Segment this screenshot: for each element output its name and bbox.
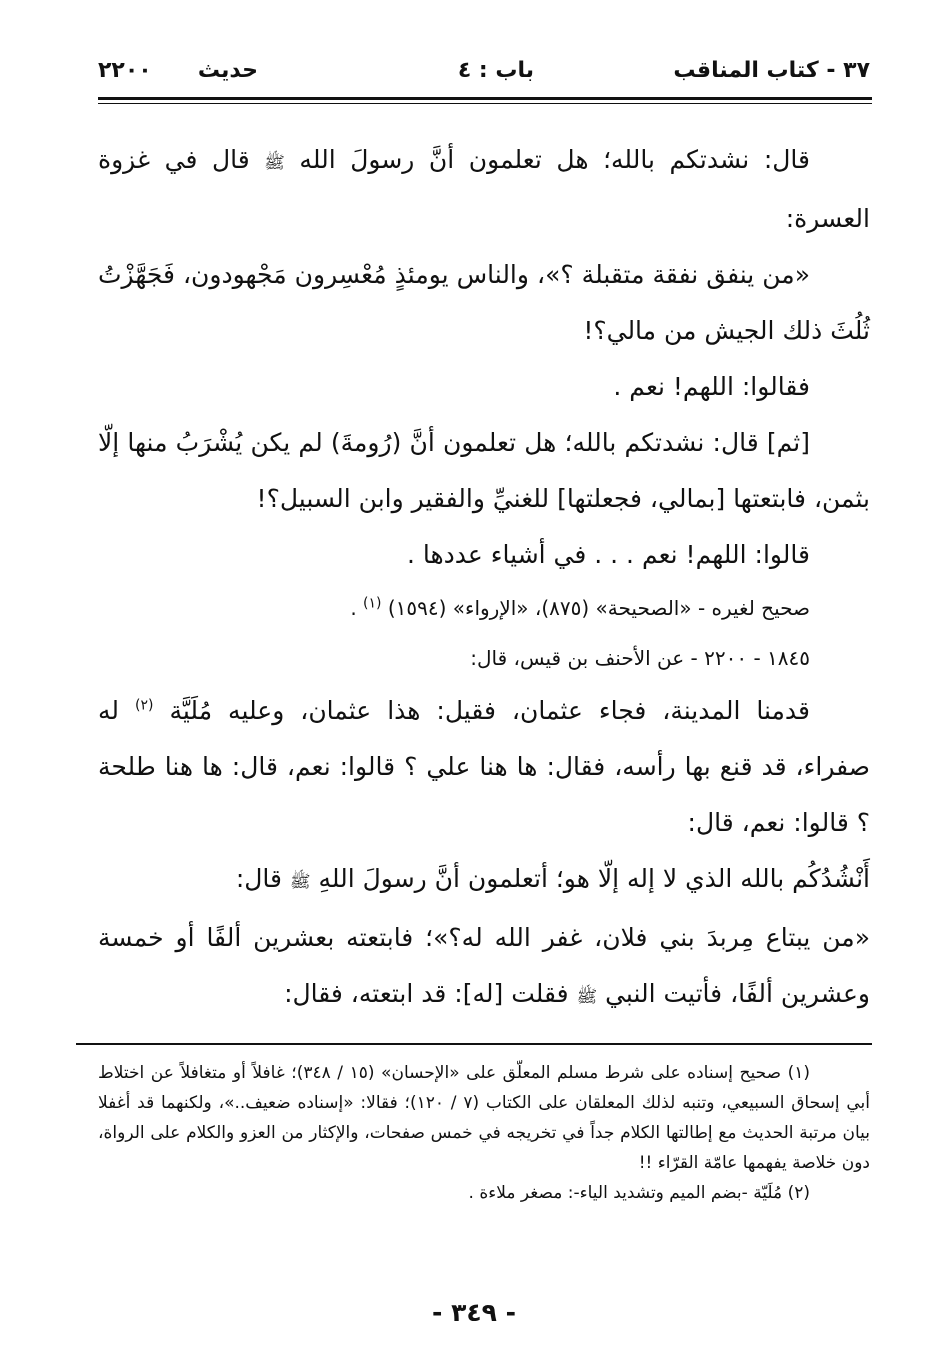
main-text bbox=[98, 132, 870, 1025]
section-label: باب : ٤ bbox=[457, 58, 534, 83]
footnote-rule bbox=[76, 1043, 872, 1045]
hadith-number: ٢٢٠٠ bbox=[98, 58, 152, 83]
header-rule-thin bbox=[98, 103, 872, 104]
hadith-intro: ١٨٤٥ - ٢٢٠٠ - عن الأحنف بن قيس، قال: bbox=[470, 646, 810, 670]
salawat-glyph: ﷺ bbox=[576, 987, 598, 1007]
paragraph-3: فقالوا: اللهم! نعم . bbox=[613, 372, 810, 401]
salawat-glyph: ﷺ bbox=[264, 153, 285, 173]
paragraph-8-text-a: قدمنا المدينة، فجاء عثمان، فقيل: هذا عثمان، وعليه مُلَيَّة bbox=[153, 696, 811, 725]
grading-line bbox=[98, 583, 870, 633]
paragraph-9-text-a: أَنْشُدُكُم بالله الذي لا إله إلّا هو؛ أتعلمون أنَّ رسولَ اللهِ bbox=[310, 864, 870, 893]
grading-text: صحيح لغيره - «الصحيحة» (٨٧٥)، «الإرواء» (١٥٩٤) bbox=[381, 596, 810, 620]
paragraph-10 bbox=[98, 910, 870, 1025]
paragraph-1 bbox=[98, 132, 870, 247]
footnotes bbox=[98, 1058, 870, 1208]
footnote-1: (١) صحيح إسناده على شرط مسلم المعلّق على «الإحسان» (١٥ / ٣٤٨)؛ غافلاً أو متغافلاً عن اختلاط أبي إسحاق السبيعي، وتنبه لذلك المعلقان على الكتاب (٧ / ١٢٠)؛ فقالا: «إسناده ضعيف..»، ولكنهما قد أغفلا بيان مرتبة الحديث مع إطالتها الكلام جداً في تخريجه في خمس صفحات، والإكثار من العزو والكلام على الرواة، دون خلاصة يفهمها عامّة القرّاء !! bbox=[98, 1063, 870, 1173]
page-header bbox=[98, 58, 870, 92]
hadith-label: حديث bbox=[197, 58, 258, 83]
paragraph-9-text-b: قال: bbox=[235, 864, 290, 893]
paragraph-1-text-b: قال في غزوة العسرة: bbox=[98, 145, 870, 233]
paragraph-4: [ثم] قال: نشدتكم بالله؛ هل تعلمون أنَّ (رُومةَ) لم يكن يُشْرَبُ منها إلّا بثمن، فابتعتها [بمالي، فجعلتها] للغنيِّ والفقير وابن السبيل؟! bbox=[98, 428, 870, 513]
paragraph-10-text-b: فقلت [له]: قد ابتعته، فقال: bbox=[284, 979, 577, 1008]
chapter-title: ٣٧ - كتاب المناقب bbox=[673, 58, 870, 83]
paragraph-10-text-a: «من يبتاع مِربدَ بني فلان، غفر الله له؟»؛ فابتعته بعشرين ألفًا أو خمسة وعشرين ألفًا، فأتيت النبي bbox=[98, 923, 870, 1008]
paragraph-8 bbox=[98, 683, 870, 851]
paragraph-2: «من ينفق نفقة متقبلة ؟»، والناس يومئذٍ مُعْسِرون مَجْهودون، فَجَهَّزْتُ ثُلُثَ ذلك الجيش من مالي؟! bbox=[98, 260, 870, 345]
footnote-ref-2: (٢) bbox=[135, 697, 154, 714]
header-rule-thick bbox=[98, 97, 872, 100]
grading-end: . bbox=[350, 596, 364, 620]
page-number: - ٣٤٩ - bbox=[432, 1298, 516, 1327]
paragraph-8-text-b: له صفراء، قد قنع بها رأسه، فقال: ها هنا علي ؟ قالوا: نعم، قال: ها هنا طلحة ؟ قالوا: نعم، قال: bbox=[98, 696, 870, 837]
footnote-2: (٢) مُلَيّة -بضم الميم وتشديد الياء-: مصغر ملاءة . bbox=[468, 1183, 810, 1203]
salawat-glyph: ﷺ bbox=[289, 872, 311, 892]
paragraph-1-text-a: قال: نشدتكم بالله؛ هل تعلمون أنَّ رسولَ الله bbox=[284, 145, 810, 174]
paragraph-9 bbox=[98, 851, 870, 910]
footnote-ref-1: (١) bbox=[363, 595, 382, 612]
paragraph-5: قالوا: اللهم! نعم . . . في أشياء عددها . bbox=[406, 540, 810, 569]
